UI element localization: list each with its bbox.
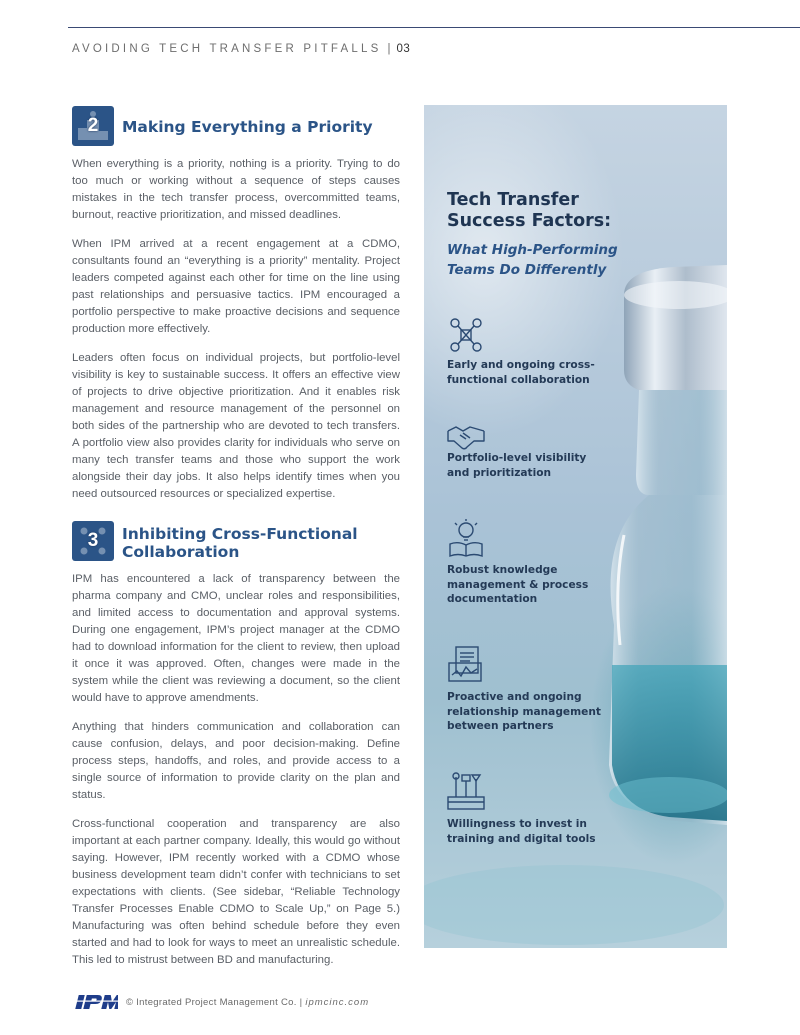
paragraph: When everything is a priority, nothing is a priority. Trying to do too much or working without a sequence of steps causes mistakes in the tech transfer process, overcommitted teams, burnout, reactive prioritization, and missed deadlines. [72,158,400,221]
header-title: AVOIDING TECH TRANSFER PITFALLS [72,43,382,55]
section-3-body [72,571,400,981]
header-separator: | [387,43,391,55]
page-number: 03 [396,43,411,55]
footer-url[interactable]: ipmcinc.com [305,996,370,1008]
paragraph: Leaders often focus on individual projects, but portfolio-level visibility is key to sustainable success. It offers an effective view of projects to drive objective prioritization. And it enables risk management and resource management of the personnel on both sides of the partnership who are devoted to tech transfers. A portfolio view also provides clarity for individuals who serve on many tech transfer teams and those who support the work alongside their day jobs. It also helps identify times when you need outsourced resources or specialized expertise. [72,352,400,500]
footer-copyright: © Integrated Project Management Co. [126,996,297,1008]
sidebar-subtitle: What High-Performing Teams Do Differently [447,242,618,278]
footer-text [126,997,369,1008]
paragraph: Cross-functional cooperation and transparency are also important at each partner company. Ideally, this would go without saying. However, IPM recently worked with a CDMO whose business development team didn’t confer with technicians to set expectations with clients. (See sidebar, “Reliable Technology Transfer Processes Enable CDMO to Scale Up,” on Page 5.) Manufacturing was often behind schedule before they even started and had to look for ways to meet an unrealistic schedule. This led to mistrust between BD and manufacturing. [72,818,400,966]
factor-label: Portfolio-level visibility and prioritization [447,452,587,479]
paragraph: IPM has encountered a lack of transparency between the pharma company and CMO, unclear roles and responsibilities, and limited access to documentation and approval systems. During one engagement, IPM’s project manager at the CDMO had to download information for the client to review, then upload it once it was approved. Often, changes were made in the system while the client was reviewing a document, so the client would have to approve amendments. [72,573,400,704]
paragraph: When IPM arrived at a recent engagement at a CDMO, consultants found an “everything is a priority” mentality. Project leaders competed against each other for time on the line using past relationships and persuasive tactics. IPM encouraged a portfolio perspective to make proactive decisions and sequence production more effectively. [72,238,400,335]
factor-label: Willingness to invest in training and digital tools [447,818,596,845]
page-footer [72,993,369,1011]
success-factors-sidebar [424,105,727,948]
header-rule [68,27,800,28]
paragraph: Anything that hinders communication and collaboration can cause confusion, delays, and poor decision-making. Define process steps, handoffs, and roles, and provide access to a single source of information to provide clarity on the plan and status. [72,721,400,801]
tools-icon [446,771,486,811]
section-2-title: Making Everything a Priority [122,118,373,136]
lightbulb-book-icon [446,518,486,558]
section-3-badge [72,521,114,561]
factor-label: Robust knowledge management & process documentation [447,564,589,605]
factor-label: Proactive and ongoing relationship management between partners [447,691,601,732]
ipm-logo [72,994,118,1010]
factor-label: Early and ongoing cross-functional collaboration [447,359,595,386]
people-network-icon [446,315,486,355]
sidebar-title: Tech Transfer Success Factors: [447,190,612,231]
section-3-number: 3 [87,530,99,551]
section-3-title-line2: Collaboration [122,543,240,561]
section-2-badge [72,106,114,146]
footer-separator: | [299,996,303,1008]
running-header [72,43,410,55]
section-2-number: 2 [87,115,99,136]
documents-chart-icon [446,645,486,685]
section-3-title-line1: Inhibiting Cross-Functional [122,525,358,543]
section-2-body [72,156,400,515]
section-3-title [122,525,358,561]
